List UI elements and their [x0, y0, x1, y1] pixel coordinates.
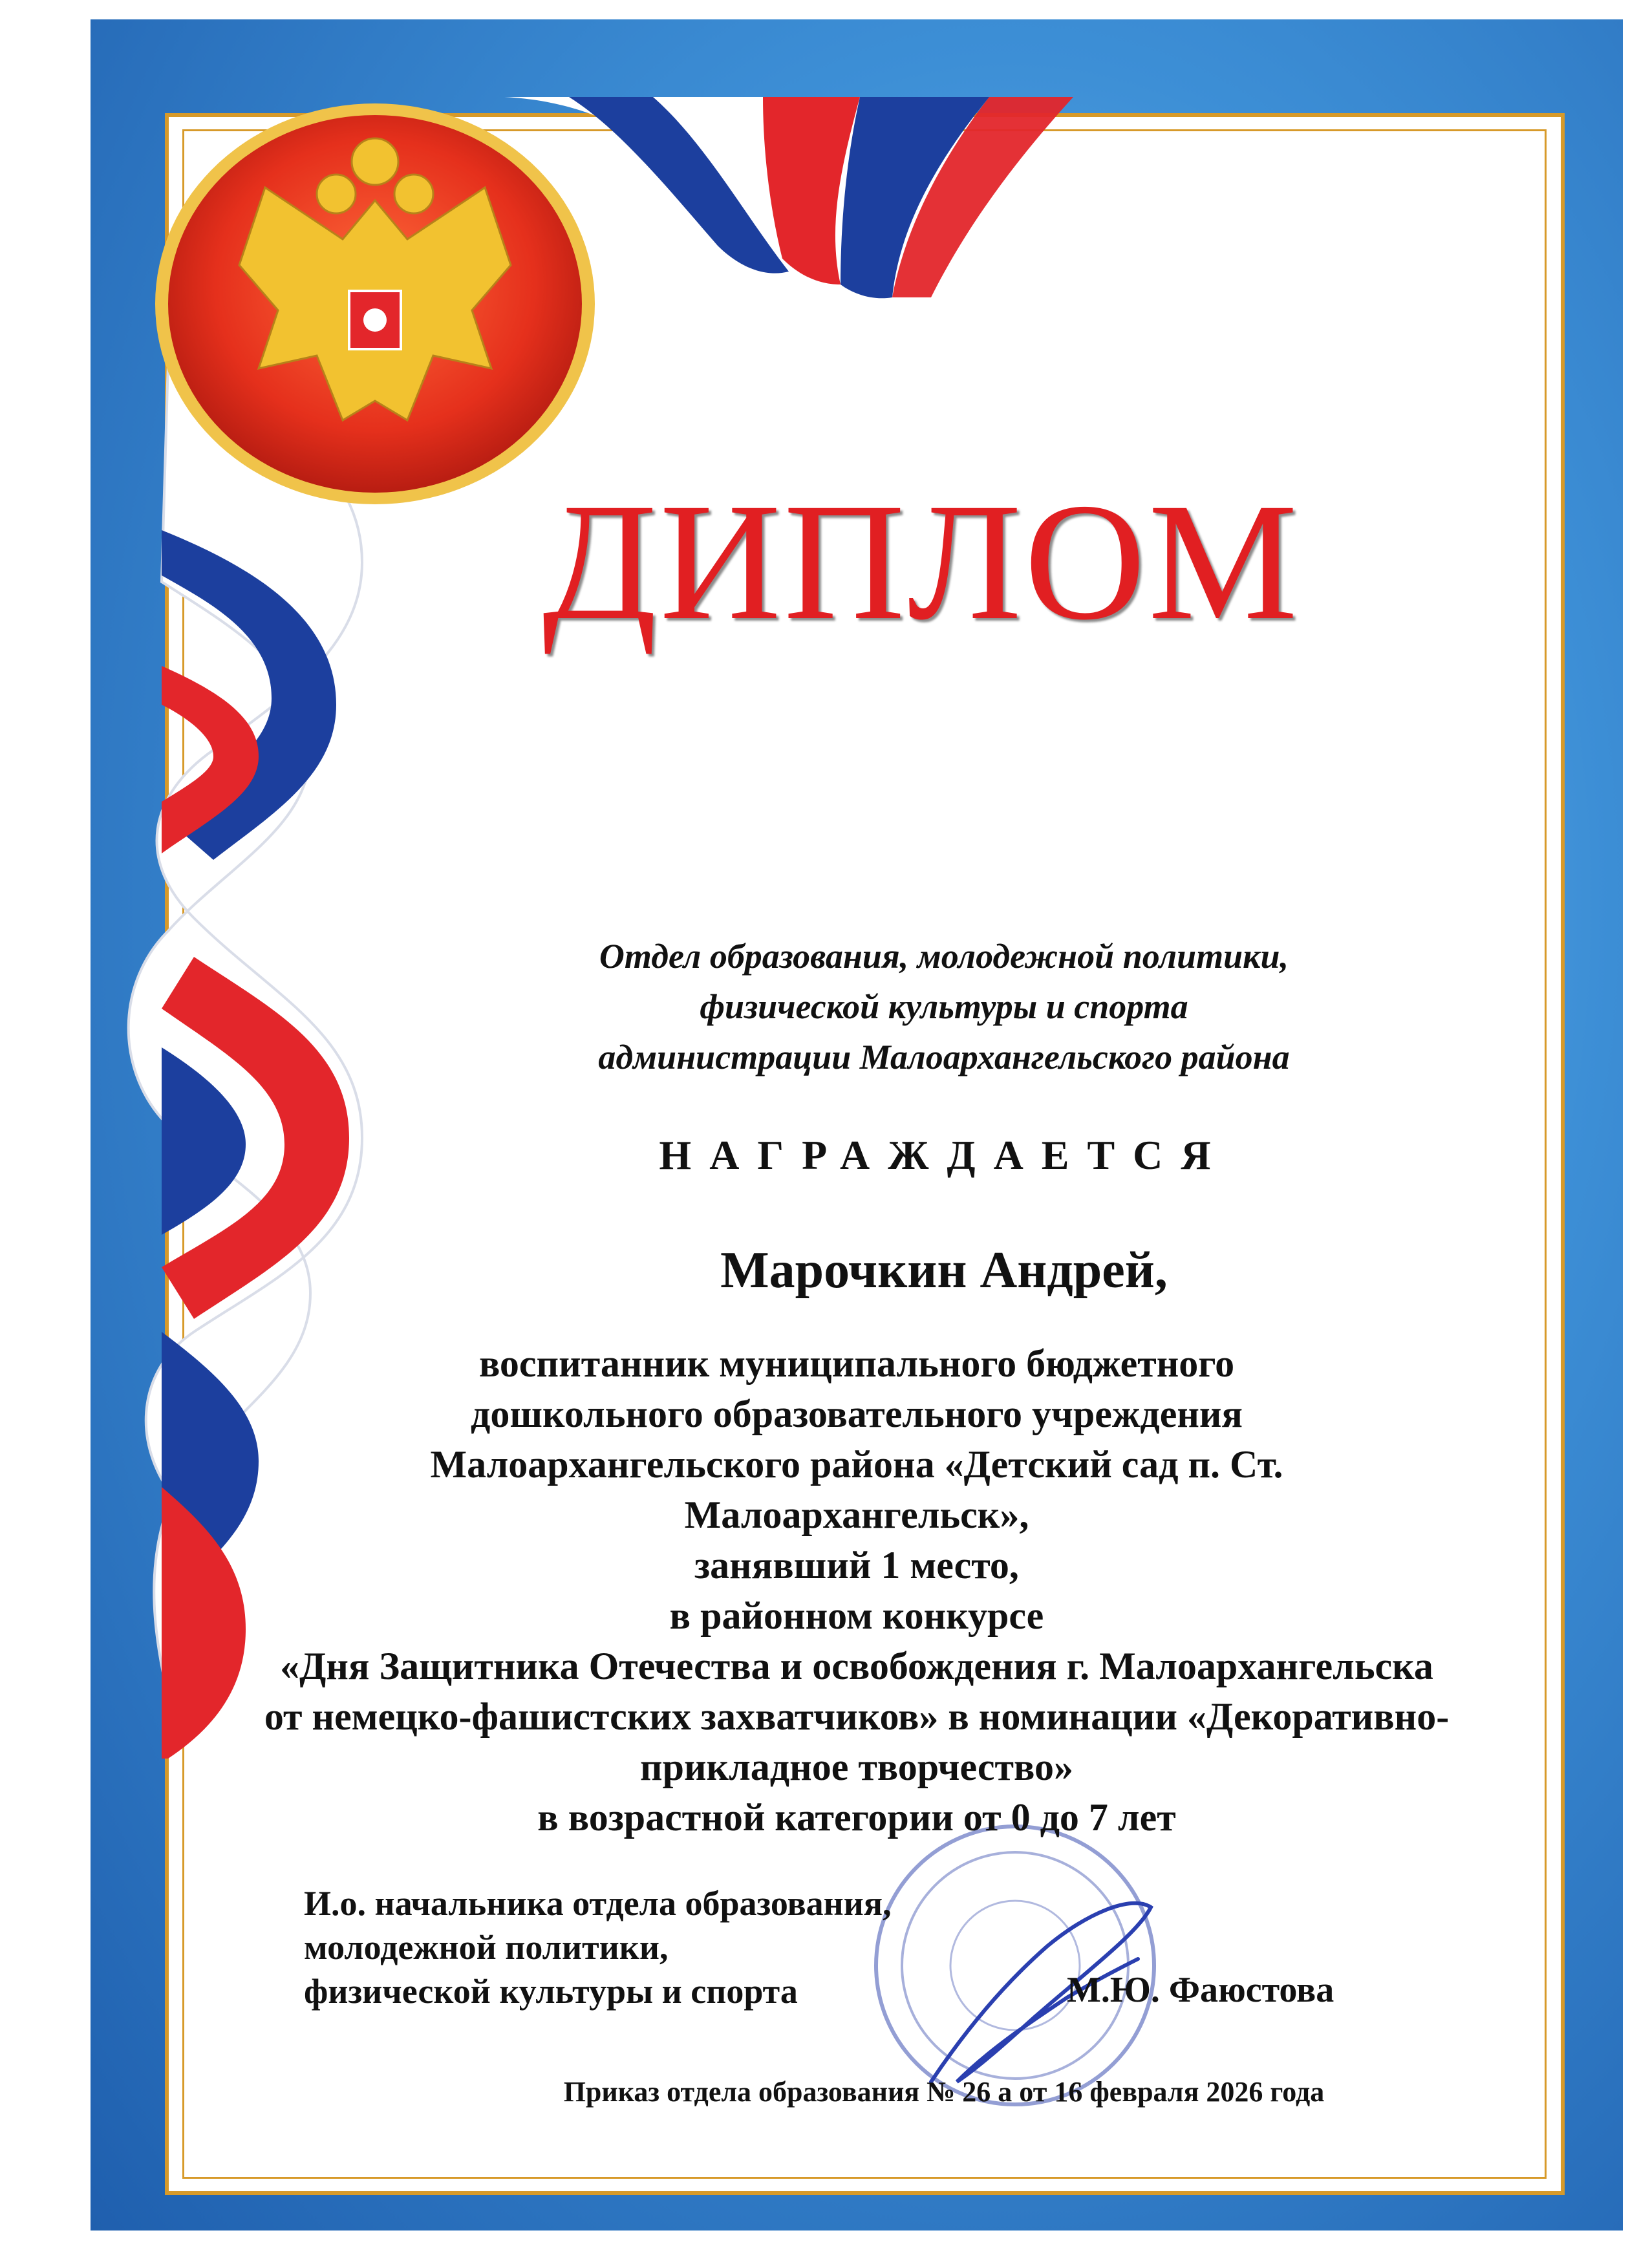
- description-line-6: в районном конкурсе: [669, 1594, 1044, 1637]
- diploma-title: ДИПЛОМ: [542, 469, 1301, 655]
- description-line-7: «Дня Защитника Отечества и освобождения г. Малоархангельска: [280, 1645, 1433, 1687]
- award-heading: НАГРАЖДАЕТСЯ: [659, 1132, 1229, 1178]
- signatory-line-2: молодежной политики,: [304, 1928, 669, 1967]
- department-line-1: Отдел образования, молодежной политики,: [599, 937, 1289, 976]
- description-line-3: Малоархангельского района «Детский сад п. Ст.: [430, 1443, 1283, 1486]
- description-line-1: воспитанник муниципального бюджетного: [478, 1342, 1235, 1385]
- description-line-5: занявший 1 место,: [694, 1544, 1019, 1587]
- department-line-2: физической культуры и спорта: [700, 987, 1188, 1026]
- order-line: Приказ отдела образования № 26 а от 16 февраля 2026 года: [563, 2076, 1325, 2108]
- recipient-name: Марочкин Андрей,: [720, 1242, 1168, 1299]
- russian-coat-of-arms-icon: [149, 97, 601, 511]
- signatory-line-1: И.о. начальника отдела образования,: [304, 1884, 892, 1923]
- signatory-name: М.Ю. Фаюстова: [1067, 1970, 1334, 2010]
- description-line-8: от немецко-фашистских захватчиков» в номинации «Декоративно-: [264, 1695, 1450, 1738]
- description-line-4: Малоархангельск»,: [684, 1493, 1029, 1536]
- signatory-line-3: физической культуры и спорта: [304, 1972, 798, 2011]
- description-line-10: в возрастной категории от 0 до 7 лет: [537, 1796, 1176, 1839]
- department-line-3: администрации Малоархангельского района: [598, 1038, 1290, 1076]
- description-line-2: дошкольного образовательного учреждения: [471, 1393, 1243, 1435]
- description-line-9: прикладное творчество»: [640, 1746, 1073, 1788]
- signatory-block: [304, 1881, 892, 2013]
